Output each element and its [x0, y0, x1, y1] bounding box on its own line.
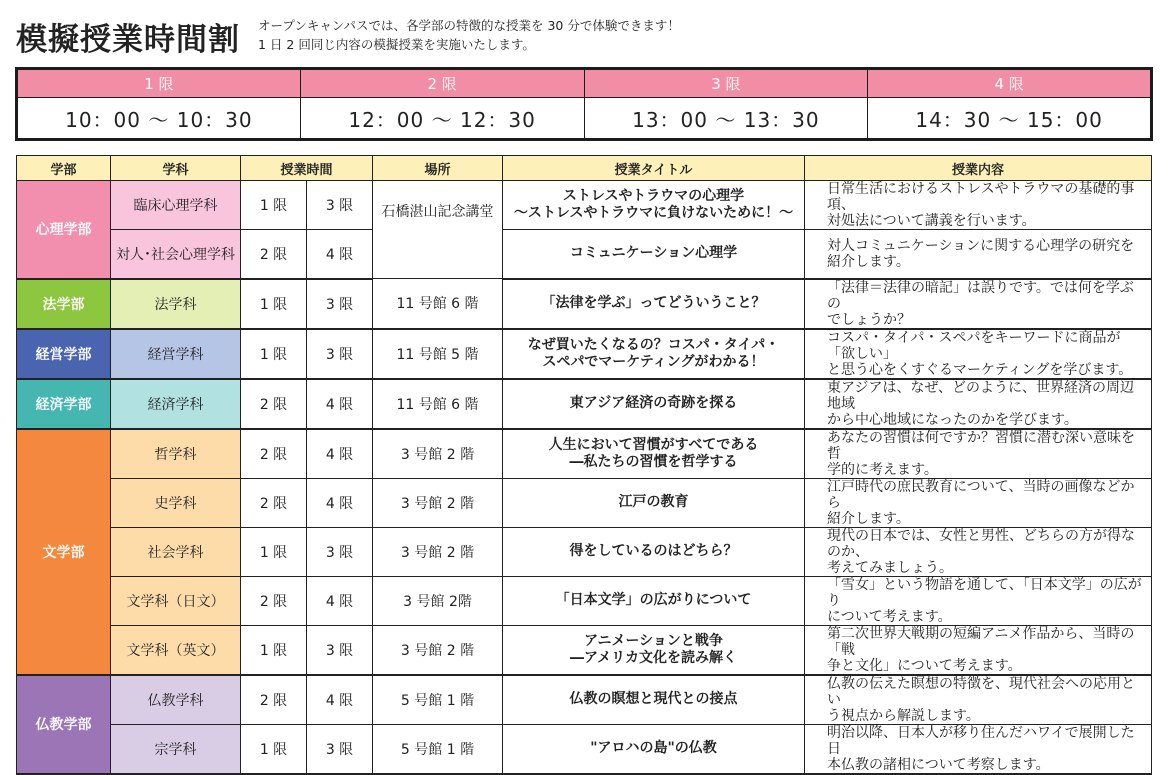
col-header-place: 場所: [373, 156, 503, 181]
table-row: [17, 478, 1152, 527]
class-description-line: から中心地域になったのかを学びます。: [827, 411, 1078, 428]
class-description: [805, 329, 1152, 379]
class-title-line: ―私たちの習慣を哲学する: [569, 453, 738, 470]
period-second: 4 限: [307, 478, 373, 527]
period-label-row: [17, 69, 1152, 98]
class-title: [503, 625, 805, 675]
class-description-line: 明治以降、日本人が移り住んだハワイで展開した日: [827, 724, 1135, 757]
period-time: 12：00 〜 12：30: [300, 98, 584, 140]
class-description: [805, 379, 1152, 429]
department-name: 仏教学科: [111, 675, 241, 725]
period-times-table: [15, 67, 1153, 141]
class-title: [503, 527, 805, 576]
class-description: [805, 625, 1152, 675]
col-header-class-content: 授業内容: [805, 156, 1152, 181]
class-description-line: う視点から解説します。: [827, 707, 980, 724]
class-title-line: スペパでマーケティングがわかる！: [542, 353, 765, 370]
period-first: 2 限: [241, 230, 307, 279]
period-second: 4 限: [307, 675, 373, 725]
class-description-line: 考えてみましょう。: [827, 559, 954, 576]
department-name: 社会学科: [111, 527, 241, 576]
class-description-line: 仏教の伝えた瞑想の特徴を、現代社会への応用とい: [827, 675, 1136, 708]
table-row: [17, 724, 1152, 774]
class-description: [805, 279, 1152, 329]
period-label: 4 限: [868, 69, 1152, 98]
class-title: [503, 379, 805, 429]
period-first: 1 限: [241, 724, 307, 774]
period-first: 1 限: [241, 329, 307, 379]
class-title: [503, 230, 805, 279]
class-description-line: 日常生活におけるストレスやトラウマの基礎的事項、: [827, 181, 1135, 213]
class-place: 3 号館 2 階: [373, 429, 503, 479]
period-second: 3 限: [307, 625, 373, 675]
period-second: 3 限: [307, 527, 373, 576]
class-description: [805, 181, 1152, 230]
faculty-name: 文学部: [17, 429, 111, 675]
faculty-name: 仏教学部: [17, 675, 111, 774]
period-first: 2 限: [241, 379, 307, 429]
class-description: [805, 675, 1152, 725]
class-place: 3 号館 2 階: [373, 527, 503, 576]
department-name: 史学科: [111, 478, 241, 527]
class-title-line: 「法律を学ぶ」ってどういうこと？: [541, 295, 766, 311]
class-title: [503, 478, 805, 527]
table-row: [17, 329, 1152, 379]
class-title: [503, 724, 805, 774]
faculty-name: 心理学部: [17, 181, 111, 279]
department-name: 経営学科: [111, 329, 241, 379]
class-description-line: 紹介します。: [827, 253, 910, 270]
class-place: 11 号館 6 階: [373, 279, 503, 329]
class-description: [805, 230, 1152, 279]
col-header-faculty: 学部: [17, 156, 111, 181]
table-row: [17, 279, 1152, 329]
class-title-line: なぜ買いたくなるの？コスパ・タイパ・: [527, 336, 780, 353]
period-time: 10：00 〜 10：30: [65, 107, 253, 132]
class-place: 3 号館 2 階: [373, 478, 503, 527]
class-place: 11 号館 5 階: [373, 329, 503, 379]
table-row: [17, 675, 1152, 725]
class-description: [805, 429, 1152, 479]
period-second: 3 限: [307, 279, 373, 329]
period-second: 4 限: [307, 379, 373, 429]
department-name: 対人･社会心理学科: [111, 230, 241, 279]
class-description-line: 江戸時代の庶民教育について、当時の画像などから: [827, 478, 1135, 511]
class-place: 5 号館 1 階: [373, 675, 503, 725]
department-name: 臨床心理学科: [111, 181, 241, 230]
class-title-line: ―アメリカ文化を読み解く: [570, 649, 738, 666]
class-title: [503, 181, 805, 230]
period-second: 4 限: [307, 576, 373, 625]
period-time-row: [17, 98, 1152, 140]
class-place: 11 号館 6 階: [373, 379, 503, 429]
class-place: 5 号館 1 階: [373, 724, 503, 774]
class-description-line: 本仏教の諸相について考察します。: [827, 756, 1050, 773]
class-description-line: 「法律＝法律の暗記」は誤りです。では何を学ぶの: [827, 279, 1134, 312]
period-first: 2 限: [241, 576, 307, 625]
department-name: 文学科（英文）: [111, 625, 241, 675]
period-second: 3 限: [307, 181, 373, 230]
period-first: 1 限: [241, 625, 307, 675]
class-description-line: 対人コミュニケーションに関する心理学の研究を: [827, 237, 1135, 254]
class-description-line: コスパ・タイパ・スペパをキーワードに商品が「欲しい」: [827, 329, 1121, 362]
table-row: [17, 379, 1152, 429]
department-name: 経済学科: [111, 379, 241, 429]
period-first: 1 限: [241, 279, 307, 329]
class-place: 石橋湛山記念講堂: [373, 181, 503, 279]
class-description-line: 紹介します。: [827, 510, 910, 527]
class-title-line: 得をしているのはどちら？: [569, 543, 738, 559]
class-description-line: について考えます。: [827, 608, 952, 625]
period-first: 2 限: [241, 478, 307, 527]
class-title-line: 〜ストレスやトラウマに負けないために！〜: [513, 205, 794, 221]
table-row: [17, 625, 1152, 675]
class-title-line: 東アジア経済の奇跡を探る: [569, 395, 738, 411]
department-name: 哲学科: [111, 429, 241, 479]
period-second: 3 限: [307, 329, 373, 379]
schedule-table: [16, 155, 1152, 775]
col-header-class-title: 授業タイトル: [503, 156, 805, 181]
class-place: 3 号館 2階: [373, 576, 503, 625]
subtitle-line-2: 1 日 2 回同じ内容の模擬授業を実施いたします。: [258, 37, 535, 52]
period-label: 3 限: [584, 69, 868, 98]
period-time: 14：30 〜 15：00: [868, 98, 1152, 140]
class-title: [503, 429, 805, 479]
department-name: 宗学科: [111, 724, 241, 774]
period-first: 2 限: [241, 429, 307, 479]
faculty-name: 経営学部: [17, 329, 111, 379]
table-header-row: [17, 156, 1152, 181]
class-title: [503, 329, 805, 379]
class-description-line: 東アジアは、なぜ、どのように、世界経済の周辺地域: [827, 379, 1135, 412]
faculty-name: 法学部: [17, 279, 111, 329]
period-second: 4 限: [307, 429, 373, 479]
class-title-line: 仏教の瞑想と現代との接点: [569, 691, 738, 707]
class-title-line: 「日本文学」の広がりについて: [555, 592, 752, 608]
table-row: [17, 429, 1152, 479]
period-first: 1 限: [241, 181, 307, 230]
class-title-line: ストレスやトラウマの心理学: [562, 188, 745, 204]
period-second: 4 限: [307, 230, 373, 279]
class-description-line: 現代の日本では、女性と男性、どちらの方が得なのか、: [827, 527, 1136, 560]
class-description: [805, 527, 1152, 576]
col-header-class-time: 授業時間: [241, 156, 373, 181]
page-title: 模擬授業時間割: [16, 22, 240, 58]
period-second: 3 限: [307, 724, 373, 774]
table-row: [17, 230, 1152, 279]
class-description-line: 「雪女」という物語を通して、「日本文学」の広がり: [827, 576, 1142, 609]
class-title-line: "アロハの島"の仏教: [590, 740, 717, 756]
col-header-department: 学科: [111, 156, 241, 181]
class-place: 3 号館 2 階: [373, 625, 503, 675]
table-row: [17, 527, 1152, 576]
class-description-line: 第二次世界大戦期の短編アニメ作品から、当時の「戦: [827, 625, 1135, 658]
subtitle: [258, 16, 680, 54]
class-title: [503, 675, 805, 725]
class-title: [503, 279, 805, 329]
class-description: [805, 478, 1152, 527]
class-title-line: 人生において習慣がすべてである: [548, 436, 759, 453]
table-row: [17, 576, 1152, 625]
class-title-line: 江戸の教育: [618, 494, 689, 510]
faculty-name: 経済学部: [17, 379, 111, 429]
period-first: 1 限: [241, 527, 307, 576]
class-title-line: アニメーションと戦争: [584, 632, 723, 649]
class-description: [805, 576, 1152, 625]
class-description: [805, 724, 1152, 774]
period-label: 1 限: [17, 69, 301, 98]
class-description-line: あなたの習慣は何ですか？習慣に潜む深い意味を哲: [827, 429, 1136, 462]
class-description-line: と思う心をくすぐるマーケティングを学びます。: [827, 361, 1133, 378]
period-first: 2 限: [241, 675, 307, 725]
class-title-line: コミュニケーション心理学: [569, 245, 738, 262]
subtitle-line-1: オープンキャンパスでは、各学部の特徴的な授業を 30 分で体験できます！: [258, 18, 680, 33]
department-name: 文学科（日文）: [111, 576, 241, 625]
class-description-line: 対処法について講義を行います。: [827, 213, 1036, 229]
department-name: 法学科: [111, 279, 241, 329]
class-description-line: でしょうか？: [827, 311, 912, 328]
table-row: [17, 181, 1152, 230]
class-description-line: 争と文化」について考えます。: [827, 657, 1022, 674]
class-description-line: 学的に考えます。: [827, 461, 938, 478]
period-label: 2 限: [300, 69, 584, 98]
period-time: 13：00 〜 13：30: [584, 98, 868, 140]
class-title: [503, 576, 805, 625]
